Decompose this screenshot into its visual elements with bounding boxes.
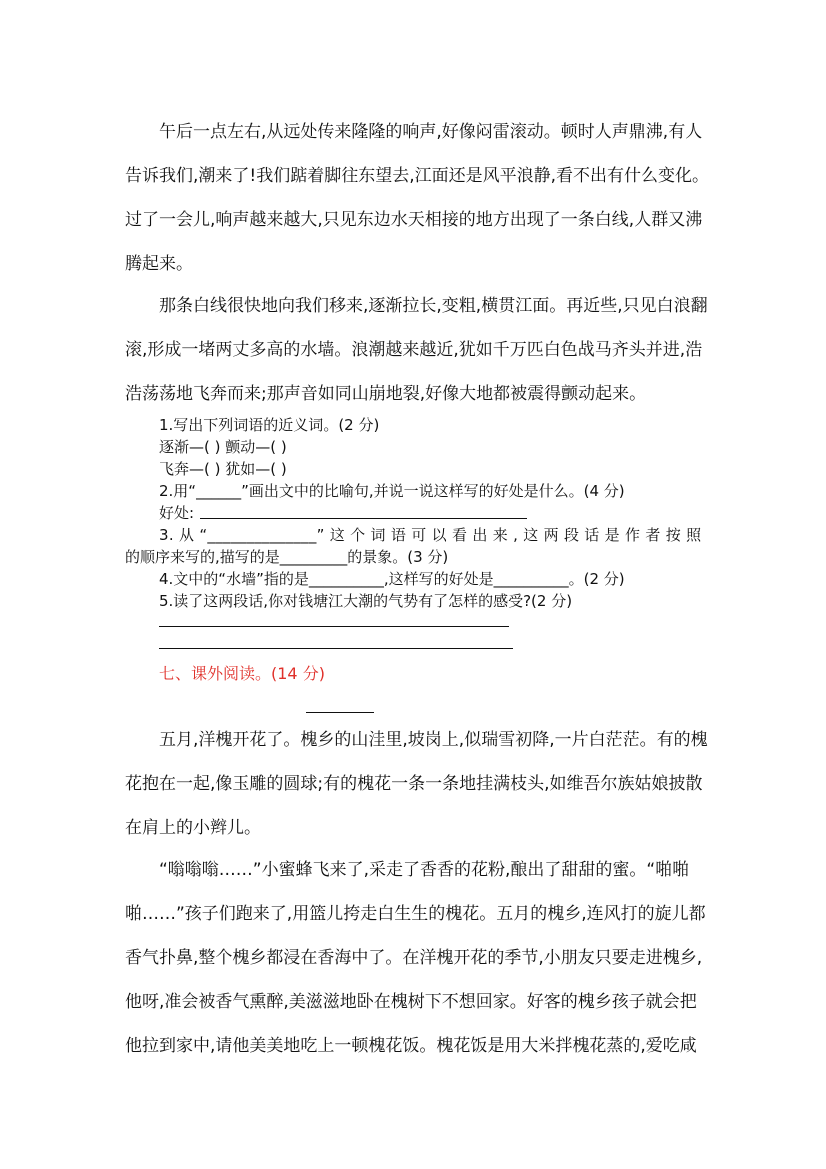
- question-2: 2.用“______”画出文中的比喻句,并说一说这样写的好处是什么。(4 分): [159, 482, 625, 500]
- passage2-p2-line1: “嗡嗡嗡……”小蜜蜂飞来了,采走了香香的花粉,酿出了甜甜的蜜。“啪啪: [159, 860, 690, 880]
- answer-line-q5-1: [159, 626, 509, 627]
- passage2-p2-line3: 香气扑鼻,整个槐乡都浸在香海中了。在洋槐开花的季节,小朋友只要走进槐乡,: [125, 948, 703, 968]
- question-1-row2: 飞奔—( ) 犹如—( ): [159, 460, 287, 478]
- passage1-p1-line4: 腾起来。: [125, 254, 193, 274]
- passage2-p1-line1: 五月,洋槐开花了。槐乡的山洼里,坡岗上,似瑞雪初降,一片白茫茫。有的槐: [159, 730, 708, 750]
- passage1-p1-line2: 告诉我们,潮来了!我们踮着脚往东望去,江面还是风平浪静,看不出有什么变化。: [125, 166, 710, 186]
- passage2-p2-line4: 他呀,准会被香气熏醉,美滋滋地卧在槐树下不想回家。好客的槐乡孩子就会把: [125, 992, 697, 1012]
- question-3-line1: 3. 从 “______________” 这 个 词 语 可 以 看 出 来 , 这 两 段 话 是 作 者 按 照: [159, 526, 702, 544]
- passage1-p2-line1: 那条白线很快地向我们移来,逐渐拉长,变粗,横贯江面。再近些,只见白浪翻: [159, 296, 708, 316]
- passage2-p1-line3: 在肩上的小辫儿。: [125, 818, 261, 838]
- passage1-p2-line3: 浩荡荡地飞奔而来;那声音如同山崩地裂,好像大地都被震得颤动起来。: [125, 384, 647, 404]
- question-2-answer-label: 好处:: [159, 504, 195, 522]
- question-1: 1.写出下列词语的近义词。(2 分): [159, 416, 380, 434]
- passage1-p2-line2: 滚,形成一堵两丈多高的水墙。浪潮越来越近,犹如千万匹白色战马齐头并进,浩: [125, 340, 703, 360]
- question-1-row1: 逐渐—( ) 颤动—( ): [159, 438, 287, 456]
- answer-line-q2: [200, 518, 527, 519]
- question-4: 4.文中的“水墙”指的是__________,这样写的好处是__________。(2 分): [159, 570, 625, 588]
- question-3-line2: 的顺序来写的,描写的是_________的景象。(3 分): [125, 548, 449, 566]
- title-blank-line: [306, 712, 374, 713]
- passage2-p1-line2: 花抱在一起,像玉雕的圆球;有的槐花一条一条地挂满枝头,如维吾尔族姑娘披散: [125, 774, 703, 794]
- question-5: 5.读了这两段话,你对钱塘江大潮的气势有了怎样的感受?(2 分): [159, 592, 573, 610]
- section-7-heading: 七、课外阅读。(14 分): [159, 664, 325, 683]
- passage2-p2-line2: 啪……”孩子们跑来了,用篮儿挎走白生生的槐花。五月的槐乡,连风打的旋儿都: [125, 904, 706, 924]
- answer-line-q5-2: [159, 648, 513, 649]
- passage2-p2-line5: 他拉到家中,请他美美地吃上一顿槐花饭。槐花饭是用大米拌槐花蒸的,爱吃咸: [125, 1036, 697, 1056]
- passage1-p1-line3: 过了一会儿,响声越来越大,只见东边水天相接的地方出现了一条白线,人群又沸: [125, 210, 703, 230]
- passage1-p1-line1: 午后一点左右,从远处传来隆隆的响声,好像闷雷滚动。顿时人声鼎沸,有人: [159, 122, 703, 142]
